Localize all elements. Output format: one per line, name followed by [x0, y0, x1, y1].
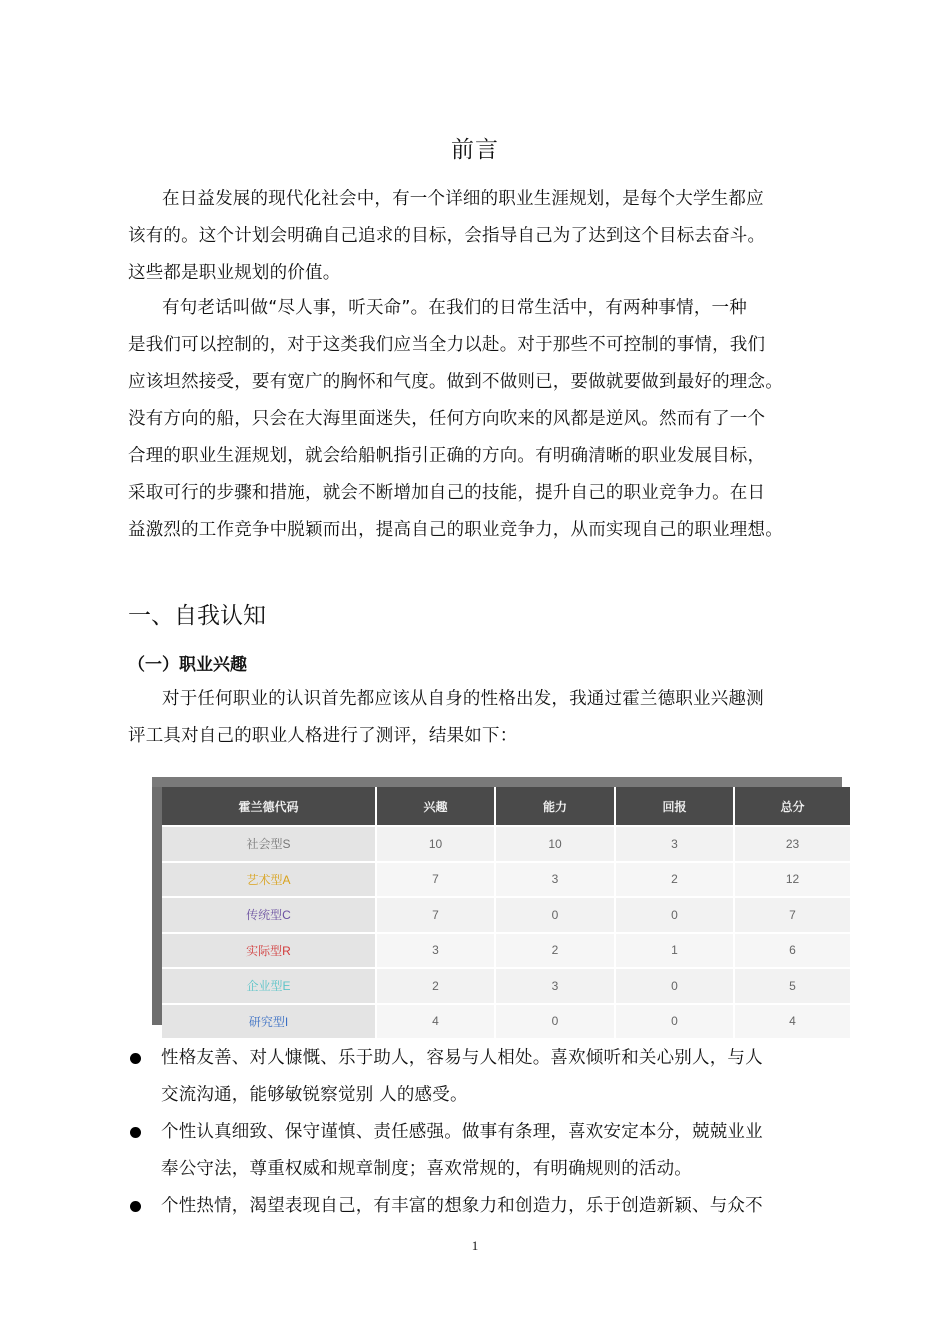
total-cell: 23: [734, 826, 850, 862]
bullet-line: 交流沟通，能够敏锐察觉别 人的感受。: [161, 1085, 468, 1105]
paragraph-line: 评工具对自己的职业人格进行了测评，结果如下：: [128, 726, 518, 746]
ability-cell: 3: [495, 862, 615, 898]
holland-code-table: [162, 787, 850, 1038]
total-cell: 7: [734, 897, 850, 933]
header-interest: 兴趣: [376, 787, 495, 826]
reward-cell: 1: [615, 933, 734, 969]
table-header-row: [162, 787, 850, 826]
interest-cell: 10: [376, 826, 495, 862]
ability-cell: 2: [495, 933, 615, 969]
paragraph-line: 益激烈的工作竞争中脱颖而出，提高自己的职业竞争力，从而实现自己的职业理想。: [128, 520, 783, 540]
subsection-heading-career-interest: （一）职业兴趣: [128, 655, 247, 675]
interest-cell: 4: [376, 1004, 495, 1039]
reward-cell: 0: [615, 897, 734, 933]
paragraph-line: 对于任何职业的认识首先都应该从自身的性格出发，我通过霍兰德职业兴趣测: [162, 689, 764, 709]
list-item: [128, 1040, 828, 1114]
interest-cell: 2: [376, 968, 495, 1004]
total-cell: 5: [734, 968, 850, 1004]
trait-bullet-list: [128, 1040, 828, 1225]
bullet-line: 个性认真细致、保守谨慎、责任感强。做事有条理，喜欢安定本分，兢兢业业: [161, 1122, 763, 1142]
bullet-line: 个性热情，渴望表现自己，有丰富的想象力和创造力，乐于创造新颖、与众不: [161, 1196, 763, 1216]
ability-cell: 0: [495, 897, 615, 933]
bullet-dot-icon: [130, 1127, 141, 1138]
figure-shadow: [152, 777, 842, 787]
preface-paragraph-2: [128, 290, 828, 549]
holland-result-figure: [152, 777, 842, 1029]
total-cell: 6: [734, 933, 850, 969]
career-interest-intro: [128, 681, 828, 755]
code-cell: 研究型I: [162, 1004, 376, 1039]
code-cell: 传统型C: [162, 897, 376, 933]
bullet-dot-icon: [130, 1201, 141, 1212]
bullet-dot-icon: [130, 1053, 141, 1064]
code-cell: 艺术型A: [162, 862, 376, 898]
paragraph-line: 这些都是职业规划的价值。: [128, 263, 341, 283]
paragraph-line: 没有方向的船，只会在大海里面迷失，任何方向吹来的风都是逆风。然而有了一个: [128, 409, 766, 429]
code-cell: 企业型E: [162, 968, 376, 1004]
header-reward: 回报: [615, 787, 734, 826]
code-cell: 社会型S: [162, 826, 376, 862]
preface-paragraph-1: [128, 181, 828, 292]
header-total: 总分: [734, 787, 850, 826]
paragraph-line: 该有的。这个计划会明确自己追求的目标，会指导自己为了达到这个目标去奋斗。: [128, 226, 766, 246]
header-ability: 能力: [495, 787, 615, 826]
table-row: [162, 968, 850, 1004]
paragraph-line: 在日益发展的现代化社会中，有一个详细的职业生涯规划，是每个大学生都应: [162, 189, 764, 209]
paragraph-line: 采取可行的步骤和措施，就会不断增加自己的技能，提升自己的职业竞争力。在日: [128, 483, 766, 503]
section-heading-self-awareness: 一、自我认知: [128, 603, 266, 629]
code-cell: 实际型R: [162, 933, 376, 969]
reward-cell: 3: [615, 826, 734, 862]
ability-cell: 3: [495, 968, 615, 1004]
table-row: [162, 897, 850, 933]
ability-cell: 0: [495, 1004, 615, 1039]
paragraph-line: 有句老话叫做“尽人事，听天命”。在我们的日常生活中，有两种事情，一种: [162, 298, 747, 318]
header-code: 霍兰德代码: [162, 787, 376, 826]
total-cell: 12: [734, 862, 850, 898]
interest-cell: 3: [376, 933, 495, 969]
table-row: [162, 933, 850, 969]
paragraph-line: 应该坦然接受，要有宽广的胸怀和气度。做到不做则已，要做就要做到最好的理念。: [128, 372, 783, 392]
table-row: [162, 1004, 850, 1039]
table-row: [162, 826, 850, 862]
table-row: [162, 862, 850, 898]
reward-cell: 0: [615, 968, 734, 1004]
bullet-line: 奉公守法，尊重权威和规章制度；喜欢常规的，有明确规则的活动。: [161, 1159, 692, 1179]
ability-cell: 10: [495, 826, 615, 862]
paragraph-line: 是我们可以控制的，对于这类我们应当全力以赴。对于那些不可控制的事情，我们: [128, 335, 766, 355]
reward-cell: 0: [615, 1004, 734, 1039]
bullet-line: 性格友善、对人慷慨、乐于助人，容易与人相处。喜欢倾听和关心别人，与人: [161, 1048, 763, 1068]
preface-title: 前言: [451, 137, 499, 163]
page-number: 1: [471, 1238, 479, 1253]
interest-cell: 7: [376, 862, 495, 898]
list-item: [128, 1188, 828, 1225]
interest-cell: 7: [376, 897, 495, 933]
list-item: [128, 1114, 828, 1188]
total-cell: 4: [734, 1004, 850, 1039]
paragraph-line: 合理的职业生涯规划，就会给船帆指引正确的方向。有明确清晰的职业发展目标，: [128, 446, 766, 466]
reward-cell: 2: [615, 862, 734, 898]
